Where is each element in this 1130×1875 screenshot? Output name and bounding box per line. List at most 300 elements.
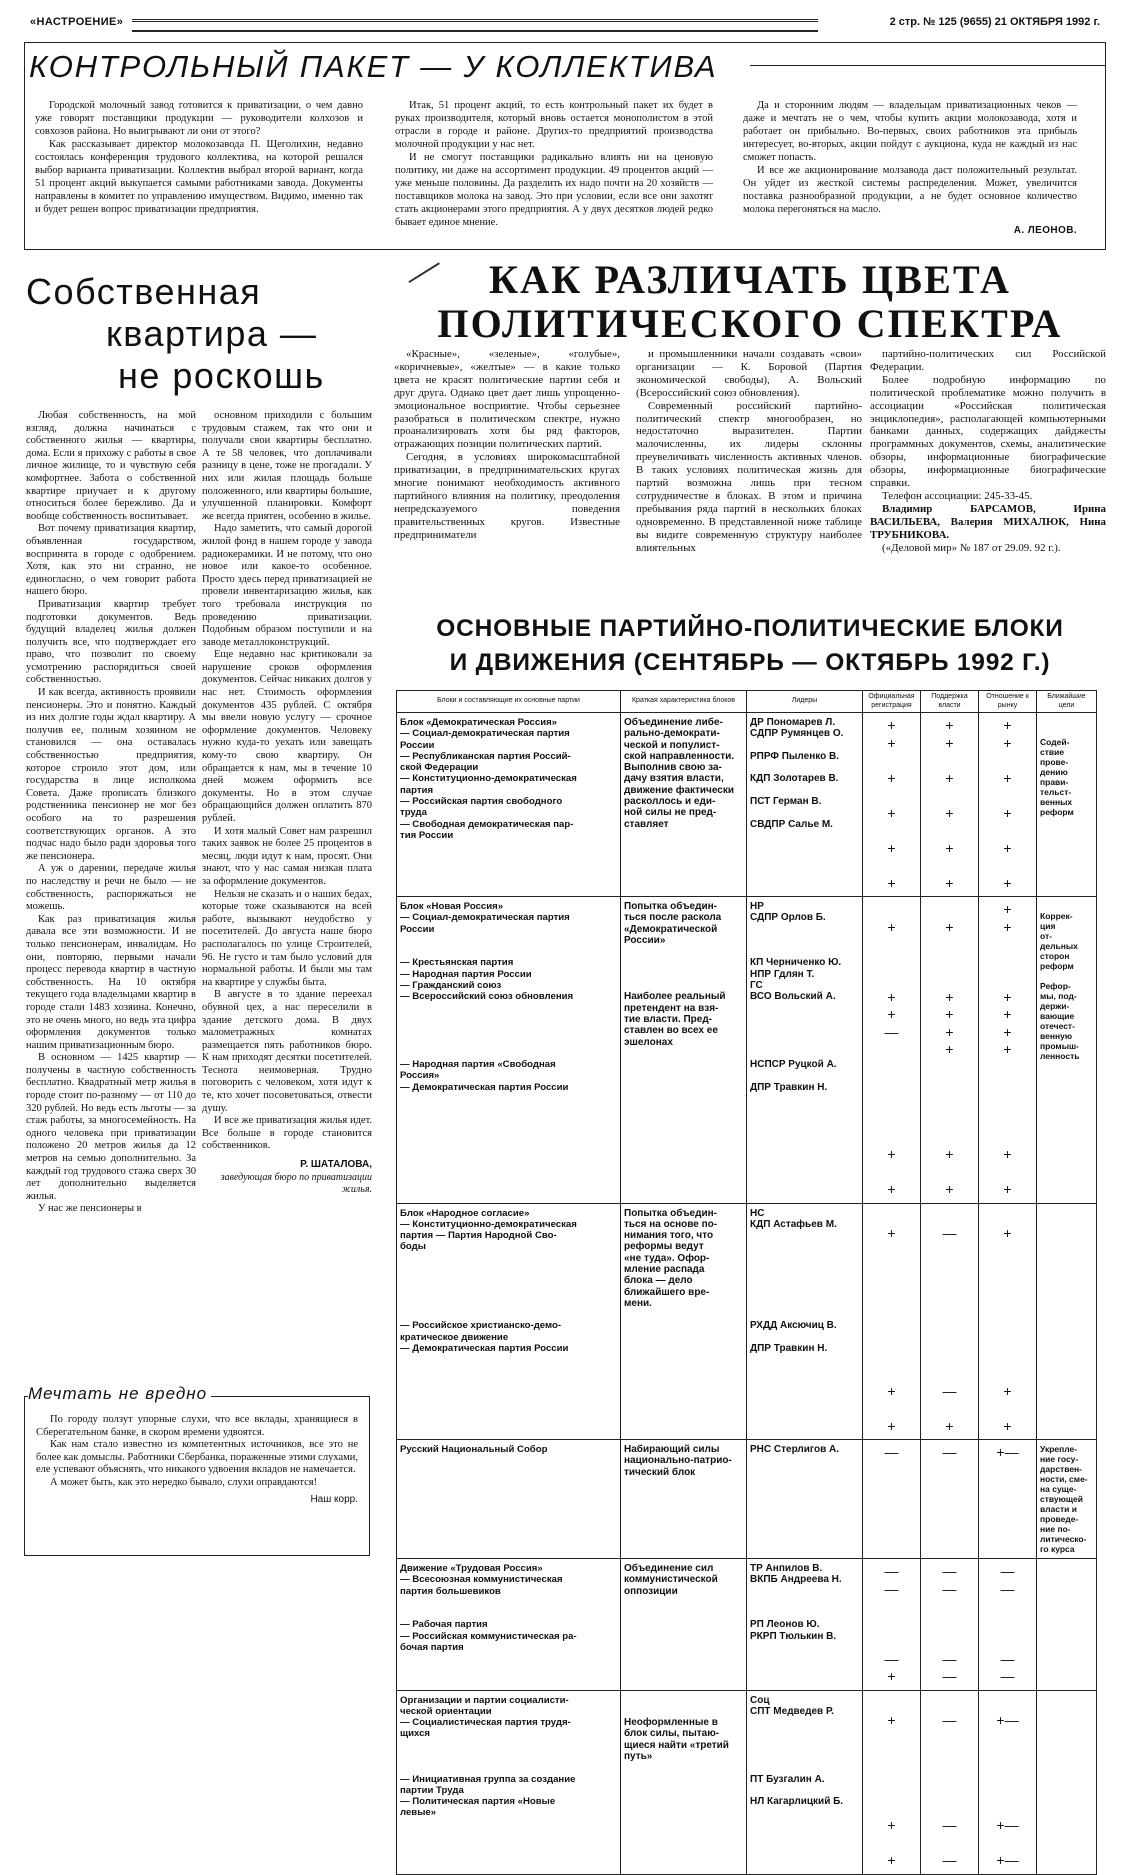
cell-line: + [1003, 901, 1012, 917]
cell-line [866, 1765, 917, 1783]
column-header: Поддержка власти [921, 691, 979, 713]
table-title [392, 612, 1108, 680]
cell-line [750, 785, 859, 796]
cell-line [400, 1298, 617, 1309]
cell-line: — [942, 1668, 957, 1684]
paragraph: Вот почему приватизация квартир, объявленная государством, воспринята в городе с одобрением. Хотя, как это ни странно, не единогласно, о чем говорит работа нашего бюро. [26, 523, 196, 598]
cell-line: прави- [1040, 777, 1069, 787]
cell-line [750, 1728, 859, 1739]
cell-line: эшелонах [624, 1036, 673, 1048]
article-column [395, 99, 713, 229]
cell-line: — Крестьянская партия [400, 957, 514, 969]
cell-line [866, 1330, 917, 1348]
cell-line [750, 1275, 859, 1286]
cell-line [866, 1059, 917, 1077]
cell-line [750, 1309, 859, 1320]
cell-line [400, 935, 617, 946]
cell-line: «не туда». Офор- [624, 1252, 710, 1264]
cell-line: ПТ Бузгалин А. [750, 1773, 825, 1785]
paragraph: Еще недавно нас критиковали за нарушение сроков оформления документов. Сейчас никаких долгов у нас нет. Стоимость оформления документов 435 рублей. С октября мы ввели новую услугу — срочное оформление документов. Человеку нужно куда-то уехать или завещать кому-то свою квартиру. Он обращается к нам, мы в течение 10 дней можем оформить все документы. Но в этом случае обращающийся должен оплатить 870 рублей. [202, 649, 372, 824]
paragraph: А уж о дарении, передаче жилья по наследству и речи не было — не собственность, распоряжаться не можешь. [26, 863, 196, 913]
cell-line: — Демократическая партия России [400, 1343, 569, 1355]
cell-line: НПР Гдлян Т. [750, 968, 815, 980]
cell-line: России» [624, 934, 666, 946]
cell-line: Блок «Народное согласие» [400, 1207, 530, 1219]
cell-line [624, 1320, 743, 1331]
cell-line: + [887, 1225, 896, 1241]
article-headline: КОНТРОЛЬНЫЙ ПАКЕТ — У КОЛЛЕКТИВА [29, 49, 718, 84]
cell-line [750, 1717, 859, 1728]
cell-line [750, 1785, 859, 1796]
cell-line: мление распада [624, 1263, 705, 1275]
cell-line [982, 1243, 1033, 1261]
article-control-package [24, 42, 1106, 250]
table-row [397, 1203, 1097, 1440]
cell-line [624, 957, 743, 968]
masthead-rule [132, 19, 818, 32]
cell-line [982, 1782, 1033, 1800]
cell-line [924, 1260, 975, 1278]
cell-line: — Инициативная группа за создание [400, 1773, 576, 1785]
cell-line: Русский Национальный Собор [400, 1444, 548, 1455]
cell-line: блок силы, пытаю- [624, 1728, 720, 1740]
paragraph: и промышленники начали создавать «свои» организации — К. Боровой (Партия экономической свободы), А. Вольский (Всероссийский союз обновления). [636, 348, 862, 399]
cell-line [924, 1059, 975, 1077]
cell-line [982, 1400, 1033, 1418]
cell-line: СВДПР Салье М. [750, 818, 833, 830]
cell-line: + [945, 918, 954, 935]
cell-line [982, 857, 1033, 875]
cell-line [924, 1765, 975, 1783]
cell-line [400, 1048, 617, 1059]
cell-line [400, 1309, 617, 1320]
cell-line [982, 1295, 1033, 1313]
cell-line [924, 1633, 975, 1651]
cell-line [982, 1059, 1033, 1077]
cell-line: бочая партия [400, 1642, 464, 1654]
table-header-row [397, 691, 1097, 713]
cell-line [924, 1111, 975, 1129]
cell-line: + [945, 1023, 954, 1040]
registration-cell [863, 1203, 921, 1440]
cell-line [924, 857, 975, 875]
cell-line [624, 969, 743, 980]
cell-line [982, 1076, 1033, 1094]
cell-line: + [887, 1382, 896, 1399]
cell-line [866, 1076, 917, 1094]
cell-line: ности, сме- [1040, 1474, 1088, 1484]
cell-line [750, 1287, 859, 1298]
cell-line [400, 1751, 617, 1762]
paragraph: партийно-политических сил Российской Федерации. [870, 348, 1106, 373]
cell-line: ДПР Травкин Н. [750, 1081, 828, 1093]
cell-line: Соц [750, 1694, 770, 1706]
cell-line [924, 1208, 975, 1226]
article-headline: Мечтать не вредно [28, 1384, 211, 1404]
cell-line: — Народная партия «Свободная [400, 1059, 556, 1071]
cell-line: тический блок [624, 1466, 696, 1478]
cell-line [400, 1264, 617, 1275]
cell-line [982, 752, 1033, 770]
cell-line: вающие [1040, 1011, 1075, 1021]
cell-line: + [887, 717, 896, 733]
cell-line [400, 1025, 617, 1036]
cell-line [624, 1309, 743, 1320]
description-cell [621, 1690, 747, 1874]
headline-line: Собственная [26, 271, 262, 312]
cell-line [924, 1295, 975, 1313]
cell-line [924, 1747, 975, 1765]
cell-line: расколлось и еди- [624, 796, 716, 808]
cell-line [866, 1260, 917, 1278]
cell-line [750, 1762, 859, 1773]
cell-line [924, 901, 975, 919]
cell-line: РНС Стерлигов А. [750, 1444, 839, 1455]
cell-line [624, 946, 743, 957]
cell-line: ствующей [1040, 1494, 1084, 1504]
cell-line: — Политическая партия «Новые [400, 1796, 556, 1808]
paragraph: По городу ползут упорные слухи, что все вклады, хранящиеся в Сберегательном банке, в скором времени удвоятся. [36, 1414, 358, 1438]
cell-line: КП Черниченко Ю. [750, 957, 842, 969]
paragraph: Городской молочный завод готовится к приватизации, о чем давно уже говорят поставщики продукции — руководители колхозов и совхозов района. Но выигрывают ли они от этого? [35, 100, 363, 137]
cell-line: — [942, 1817, 957, 1833]
table-body [397, 713, 1097, 1875]
cell-line: Рефор- [1040, 981, 1071, 991]
cell-line: +— [996, 1852, 1019, 1868]
cell-line [750, 740, 859, 751]
article-authors: Владимир БАРСАМОВ, Ирина ВАСИЛЬЕВА, Валерия МИХАЛЮК, Нина ТРУБНИКОВА. [870, 502, 1106, 541]
cell-line: Объединение сил [624, 1563, 714, 1574]
cell-line: ПСТ Герман В. [750, 796, 822, 808]
cell-line [924, 1695, 975, 1713]
cell-line: Наиболее реальный [624, 991, 726, 1003]
paragraph: И все же приватизация жилья идет. Все больше в городе становится собственников. [202, 1115, 372, 1152]
cell-line [982, 822, 1033, 840]
cell-line [982, 1111, 1033, 1129]
cell-line [1040, 971, 1093, 981]
cell-line [866, 1094, 917, 1112]
cell-line: — Всероссийский союз обновления [400, 991, 574, 1003]
cell-line [982, 971, 1033, 989]
description-cell [621, 1203, 747, 1440]
cell-line [750, 935, 859, 946]
cell-line: + [1003, 1382, 1012, 1399]
cell-line: + [1003, 769, 1012, 786]
cell-line [750, 762, 859, 773]
cell-line: — [942, 1650, 957, 1667]
cell-line [866, 971, 917, 989]
paragraph: Надо заметить, что самый дорогой жилой фонд в нашем городе у завода радиокерамики. И не потому, что оно новое или какое-то особенное. Просто здесь перед приватизацией не провели инвентаризацию жилья, как того требовала инструкция по проведению приватизации. Подобным образом поступили и на заводе металлоконструкций. [202, 523, 372, 648]
cell-line: России [400, 739, 435, 751]
cell-line: — [942, 1382, 957, 1399]
cell-line: — [1000, 1580, 1015, 1597]
table-row [397, 897, 1097, 1204]
article-column [394, 348, 620, 606]
paragraph: И как всегда, активность проявили пенсионеры. Это и понятно. Каждый из них долгие годы ждал квартиру. А получив ее, полным хозяином не становился — она оставалась собственностью предприятия, которое строило этот дом, или государства в лице исполкома Совета. Даже прописать близкого родственника пенсионер не мог без особого на то разрешения соответствующих органов. А это подчас надо было ради здоровья того же пенсионера. [26, 687, 196, 862]
cell-line: нимания того, что [624, 1230, 714, 1242]
article-source: («Деловой мир» № 187 от 29.09. 92 г.). [882, 541, 1061, 554]
table-row [397, 1690, 1097, 1874]
article-column-text [743, 99, 1077, 216]
cell-line: Попытка объедин- [624, 901, 717, 912]
cell-line: + [1003, 1225, 1012, 1241]
cell-line: — Республиканская партия Россий- [400, 750, 571, 762]
cell-line [866, 1295, 917, 1313]
cell-line: партия — Партия Народной Сво- [400, 1230, 557, 1242]
cell-line: + [1003, 1181, 1012, 1197]
goals-cell [1037, 1440, 1097, 1559]
paragraph: А может быть, как это нередко бывало, слухи оправдаются! [50, 1476, 318, 1488]
cell-line: Выполнив свою за- [624, 762, 722, 774]
goals-cell [1037, 897, 1097, 1204]
cell-line [750, 924, 859, 935]
cell-line [982, 1365, 1033, 1383]
table-title-line: ОСНОВНЫЕ ПАРТИЙНО-ПОЛИТИЧЕСКИЕ БЛОКИ [436, 615, 1064, 642]
cell-line: отечест- [1040, 1021, 1075, 1031]
cell-line [400, 1037, 617, 1048]
cell-line: Движение «Трудовая Россия» [400, 1563, 543, 1574]
cell-line: + [887, 918, 896, 935]
cell-line: на суще- [1040, 1484, 1077, 1494]
cell-line [924, 1800, 975, 1818]
article-dreaming [24, 1384, 370, 1556]
cell-line [750, 1586, 859, 1597]
paragraph: Как нам стало известно из компетентных источников, все это не более как домыслы. Работники Сбербанка, пораженные этими слухами, еле успевают объяснять, что никакого удвоения вкладов не намечается. [36, 1439, 358, 1476]
cell-line [982, 1800, 1033, 1818]
cell-line: — Всесоюзная коммунистическая [400, 1574, 563, 1586]
cell-line [750, 807, 859, 818]
cell-line: — Российская коммунистическая ра- [400, 1630, 577, 1642]
cell-line: Коррек- [1040, 911, 1073, 921]
cell-line [982, 1208, 1033, 1226]
cell-line: ской направленности. [624, 750, 735, 762]
cell-line: прове- [1040, 757, 1069, 767]
party-cell [397, 897, 621, 1204]
cell-line [750, 1597, 859, 1608]
cell-line: ться на основе по- [624, 1218, 718, 1230]
cell-line: «Демократической [624, 923, 718, 935]
cell-line [866, 822, 917, 840]
article-column [870, 348, 1106, 606]
paragraph: И не смогут поставщики радикально влиять ни на ценовую политику, ни даже на ассортимент продукции. 49 процентов акций — уже меньше половины. Да разделить их надо почти на 20 хозяйств — поставщиков молока на завод. Это при условии, если все они захотят стать акционерами этого предприятия. А у двух десятков людей редко бывает единое мнение. [395, 152, 713, 228]
cell-line [924, 1598, 975, 1616]
cell-line: ние по- [1040, 1524, 1071, 1534]
cell-line: ция [1040, 921, 1056, 931]
cell-line [982, 787, 1033, 805]
cell-line [750, 1048, 859, 1059]
cell-line [982, 1094, 1033, 1112]
cell-line [924, 1330, 975, 1348]
cell-line [924, 954, 975, 972]
cell-line: +— [996, 1817, 1019, 1833]
cell-line [624, 1343, 743, 1354]
paragraph: Да и сторонним людям — владельцам приватизационных чеков — даже и мечтать не о чем, чтобы купить акции молокозавода, хотя и работает он прибыльно. Во-первых, своих работников эта прибыль интересует, во-вторых, акции пойдут с аукциона, куда не каждый из нас сможет попасть. [743, 100, 1077, 163]
cell-line [982, 1129, 1033, 1147]
cell-line: + [945, 874, 954, 891]
cell-line [866, 1400, 917, 1418]
party-cell [397, 713, 621, 897]
cell-line [750, 1070, 859, 1081]
cell-line: держи- [1040, 1001, 1070, 1011]
cell-line [750, 1740, 859, 1751]
headline-line: квартира — [106, 313, 318, 354]
cell-line: партии Труда [400, 1784, 464, 1796]
cell-line: + [1003, 918, 1012, 935]
cell-line: — [942, 1563, 957, 1579]
cell-line: коммунистической [624, 1574, 718, 1586]
cell-line [1040, 717, 1093, 727]
cell-line: ВКПБ Андреева Н. [750, 1574, 842, 1586]
cell-line: + [887, 1668, 896, 1684]
cell-line [924, 936, 975, 954]
cell-line: претендент на взя- [624, 1002, 719, 1014]
cell-line [750, 1264, 859, 1275]
paragraph: И все же акционирование молзавода даст положительный результат. Он уйдет из жесткой системы распределения. Может, увеличится поставка разнообразной продукции, а не будет основное количество молока перегоняться на масло. [743, 165, 1077, 215]
cell-line: тие власти. Пред- [624, 1013, 713, 1025]
cell-line: + [945, 717, 954, 733]
cell-line: + [1003, 874, 1012, 891]
article-column [636, 348, 862, 606]
article-signature: Р. ШАТАЛОВА, [300, 1159, 372, 1171]
cell-line [982, 1747, 1033, 1765]
cell-line [866, 787, 917, 805]
cell-line: левые» [400, 1807, 437, 1819]
cell-line: партия большевиков [400, 1585, 501, 1597]
cell-line: + [887, 1712, 896, 1728]
cell-line [924, 1782, 975, 1800]
article-paragraphs [36, 1414, 358, 1490]
table-row [397, 1440, 1097, 1559]
cell-line: — [884, 1023, 899, 1040]
cell-line [982, 1164, 1033, 1182]
cell-line: + [887, 874, 896, 891]
cell-line: партия [400, 784, 434, 796]
cell-line: + [887, 804, 896, 821]
leaders-cell [747, 1440, 863, 1559]
cell-line: + [887, 734, 896, 751]
cell-line: + [945, 1181, 954, 1197]
cell-line [866, 954, 917, 972]
cell-line [750, 1241, 859, 1252]
cell-line: тия России [400, 829, 454, 841]
cell-line: +— [996, 1444, 1019, 1460]
article-signature: Наш корр. [310, 1493, 358, 1505]
cell-line: Блок «Демократическая Россия» [400, 717, 558, 728]
cell-line [866, 1129, 917, 1147]
cell-line: ДПР Травкин Н. [750, 1343, 828, 1355]
cell-line [982, 1616, 1033, 1634]
party-blocs-table [396, 690, 1097, 1875]
cell-line [982, 1835, 1033, 1853]
cell-line: Организации и партии социалисти- [400, 1694, 569, 1706]
cell-line: реформ [1040, 807, 1074, 817]
cell-line: дению [1040, 767, 1068, 777]
cell-line: венных [1040, 797, 1073, 807]
market-attitude-cell [979, 1203, 1037, 1440]
description-cell [621, 1440, 747, 1559]
cell-line: + [887, 1146, 896, 1162]
cell-line: — Социал-демократическая партия [400, 728, 570, 740]
leaders-cell [747, 1203, 863, 1440]
cell-line [866, 1111, 917, 1129]
cell-line [624, 1082, 743, 1093]
cell-line [924, 752, 975, 770]
cell-line [982, 1330, 1033, 1348]
column-header: Ближайшие цели [1037, 691, 1097, 713]
cell-line: путь» [624, 1750, 653, 1762]
cell-line [982, 1633, 1033, 1651]
goals-cell [1037, 1559, 1097, 1691]
paragraph: И хотя малый Совет нам разрешил таких заявок не более 25 процентов в месяц, люди идут к нам, просят. Они знают, что у нас самая низкая плата за оформление документов. [202, 825, 372, 887]
column-header: Лидеры [747, 691, 863, 713]
headline-line: КАК РАЗЛИЧАТЬ ЦВЕТА [488, 257, 1012, 302]
cell-line [982, 1260, 1033, 1278]
cell-line [866, 1278, 917, 1296]
paragraph: Любая собственность, на мой взгляд, должна начинаться с собственного жилья — квартиры, дома. Если я прихожу с работы в свое личное жилище, то и чувствую себя комфортнее. Забота о собственной квартире приучает и к другому относиться более бережливо. Да и вообще собственность воспитывает. [26, 410, 196, 522]
cell-line: ться после раскола [624, 912, 722, 924]
cell-line: щихся [400, 1728, 431, 1740]
cell-line: РКРП Тюлькин В. [750, 1630, 837, 1642]
cell-line [866, 857, 917, 875]
cell-line [924, 1094, 975, 1112]
table-row [397, 1559, 1097, 1691]
cell-line: + [945, 839, 954, 856]
power-support-cell [921, 1690, 979, 1874]
cell-line [866, 1730, 917, 1748]
cell-line [866, 1835, 917, 1853]
cell-line: НС [750, 1207, 765, 1219]
cell-line: СДПР Румянцев О. [750, 728, 844, 740]
cell-line: НЛ Кагарлицкий Б. [750, 1796, 844, 1808]
cell-line: проведе- [1040, 1514, 1079, 1524]
cell-line: блока — дело [624, 1275, 693, 1287]
goals-cell [1037, 1690, 1097, 1874]
cell-line: + [945, 1006, 954, 1022]
cell-line: — [942, 1225, 957, 1241]
cell-line [982, 1765, 1033, 1783]
cell-line: Содей- [1040, 737, 1070, 747]
cell-line [924, 971, 975, 989]
paragraph: Более подробную информацию по политической проблематике можно получить в ассоциации «Российская политическая энциклопедия», располагающей компьютерными банками данных, содержащих дайджесты программных документов, схемы, аналитические обзоры, информационные биографические обзоры, информационные биографические справки. [870, 373, 1106, 490]
cell-line: России [400, 923, 435, 935]
cell-line: ствие [1040, 747, 1065, 757]
party-cell [397, 1203, 621, 1440]
cell-line [982, 1348, 1033, 1366]
headline-line: не роскошь [118, 355, 325, 396]
article-column-text [870, 348, 1106, 503]
cell-line [924, 1076, 975, 1094]
cell-line: тельст- [1040, 787, 1072, 797]
cell-line [982, 1598, 1033, 1616]
cell-line [750, 1253, 859, 1264]
cell-line: власти и [1040, 1504, 1077, 1514]
paragraph: Нельзя не сказать и о наших бедах, которые тоже сказываются на всей работе, вызывают неудобство у посетителей. До августа наше бюро располагалось по улице Строителей, 96. Не густо и там было условий для нормальной работы. И были мы там на квартире у службы быта. [202, 888, 372, 988]
cell-line: мени. [624, 1297, 652, 1309]
cell-line: промыш- [1040, 1041, 1079, 1051]
power-support-cell [921, 713, 979, 897]
cell-line: — Народная партия России [400, 968, 532, 980]
paragraph: В основном — 1425 квартир — получены в частную собственность бесплатно. Квадратный метр жилья в городе стоит по-разному — от 110 до 320 рублей. Но ведь есть льготы — за стаж работы, за многосемейность. На одного человека при приватизации положено 20 метров жилья да 12 метров на семью дополнительно. За каждый год трудового стажа сверх 30 лет дополнительно выделяется жилья. [26, 1052, 196, 1202]
cell-line [924, 1365, 975, 1383]
cell-line [400, 1597, 617, 1608]
cell-line [982, 1730, 1033, 1748]
cell-line: реформы ведут [624, 1241, 704, 1253]
market-attitude-cell [979, 897, 1037, 1204]
cell-line: ближайшего вре- [624, 1286, 710, 1298]
party-cell [397, 1440, 621, 1559]
cell-line: + [1003, 804, 1012, 821]
article-column [35, 99, 363, 216]
